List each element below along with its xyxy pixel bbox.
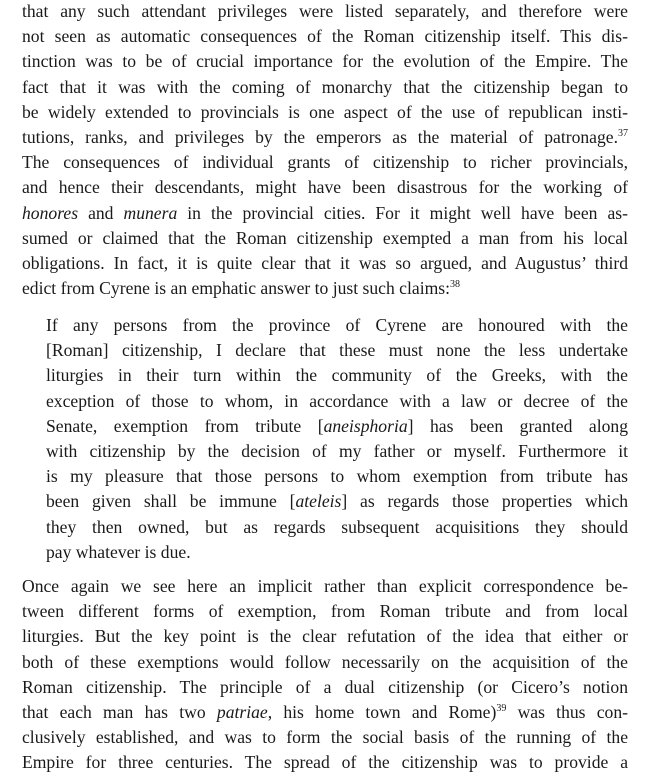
quote-line: they then owned, but as regards subsequent acquisitions they should [46,516,628,537]
text-line: Roman citizenship. The principle of a dual citizenship (or Cicero’s notion [22,676,628,697]
text-fragment: been given shall be immune [ [46,491,296,512]
text-fragment: ] has been granted along [407,415,628,436]
text-line: sumed or claimed that the Roman citizenship exempted a man from his local [22,227,628,248]
paragraph-2 [22,574,628,776]
quote-line: [Roman] citizenship, I declare that these must none the less undertake [46,340,628,361]
text-fragment: tutions, ranks, and privileges by the emperors as the material of patronage. [22,126,618,147]
text-line: Empire for three centuries. The spread of the citizenship was to provide a [22,752,628,773]
quote-line: with citizenship by the decision of my father or myself. Furthermore it [46,440,628,461]
text-fragment: and [78,202,124,223]
quote-line: exception of those to whom, in accordance with a law or decree of the [46,390,628,411]
italic-term: aneisphoria [323,415,408,436]
text-line: clusively established, and was to form the social basis of the running of the [22,727,628,748]
text-line [22,700,628,725]
text-fragment: that each man has two [22,701,217,722]
block-quote [46,313,628,565]
text-line: not seen as automatic consequences of the Roman citizenship itself. This dis- [22,26,628,47]
text-fragment: Senate, exemption from tribute [ [46,415,324,436]
text-line: obligations. In fact, it is quite clear that it was so argued, and Augustus’ third [22,252,628,273]
text-line: Once again we see here an implicit rather than explicit correspondence be- [22,576,628,596]
text-line: fact that it was with the coming of monarchy that the citizenship began to [22,76,628,97]
quote-line: liturgies in their turn within the community of the Greeks, with the [46,365,628,386]
italic-term: patriae [216,701,268,722]
quote-line [46,489,628,514]
text-fragment: edict from Cyrene is an emphatic answer to just such claims: [22,278,450,299]
quote-line: is my pleasure that those persons to whom exemption from tribute has [46,466,628,487]
text-line: tinction was to be of crucial importance for the evolution of the Empire. The [22,51,628,72]
text-fragment: , his home town and Rome) [267,701,497,722]
text-fragment: ] as regards those properties which [341,491,628,512]
text-line: that any such attendant privileges were listed separately, and therefore were [22,1,628,21]
text-fragment: in the provincial cities. For it might well have been as- [177,202,629,223]
italic-term: honores [22,202,79,223]
paragraph-1 [22,0,628,301]
text-line: and hence their descendants, might have been disastrous for the working of [22,177,628,198]
text-line: liturgies. But the key point is the clear refutation of the idea that either or [22,626,628,647]
text-line: tween different forms of exemption, from Roman tribute and from local [22,601,628,622]
text-line [22,201,628,226]
text-line: both of these exemptions would follow necessarily on the acquisition of the [22,651,628,672]
footnote-ref-39[interactable]: 39 [496,702,507,714]
quote-line: pay whatever is due. [46,541,191,562]
quote-line: If any persons from the province of Cyrene are honoured with the [46,315,628,335]
italic-term: ateleis [295,491,342,512]
text-line [22,125,628,150]
quote-line [46,414,628,439]
text-line: be widely extended to provincials is one aspect of the use of republican insti- [22,101,628,122]
text-fragment: was thus con- [506,701,628,722]
footnote-ref-38[interactable]: 38 [450,279,460,291]
text-line [22,276,628,301]
footnote-ref-37[interactable]: 37 [618,127,628,139]
text-line: The consequences of individual grants of citizenship to richer provincials, [22,152,628,173]
italic-term: munera [123,202,178,223]
